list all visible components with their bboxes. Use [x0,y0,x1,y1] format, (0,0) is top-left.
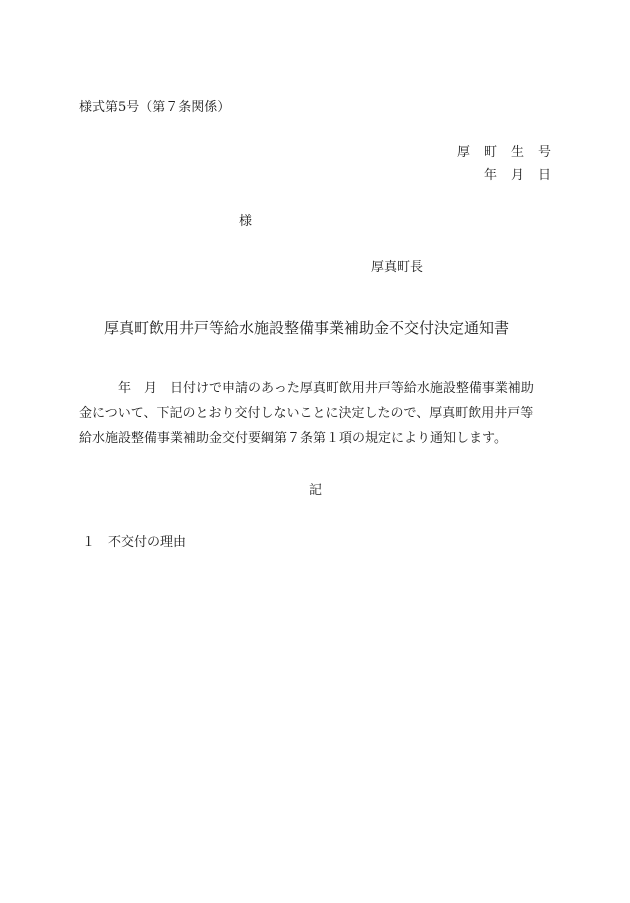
item-number: １ [82,535,96,550]
body-line: 年 月 日付けで申請のあった厚真町飲用井戸等給水施設整備事業補助 [79,381,534,396]
list-item [79,531,186,550]
body-line: 金について、下記のとおり交付しないことに決定したので、厚真町飲用井戸等 [79,406,534,421]
body-line: 給水施設整備事業補助金交付要綱第７条第１項の規定により通知します。 [79,431,507,446]
document-date: 年月日 [483,168,565,183]
notice-body [79,376,557,451]
document-title: 厚真町飲用井戸等給水施設整備事業補助金不交付決定通知書 [104,319,510,337]
issuer-name: 厚真町長 [371,260,424,275]
ki-heading: 記 [309,483,323,498]
addressee-suffix: 様 [239,214,253,229]
form-number: 様式第5号（第７条関係） [79,100,231,115]
document-reference-number: 厚町生号 [456,145,565,160]
item-label: 不交付の理由 [108,535,187,550]
